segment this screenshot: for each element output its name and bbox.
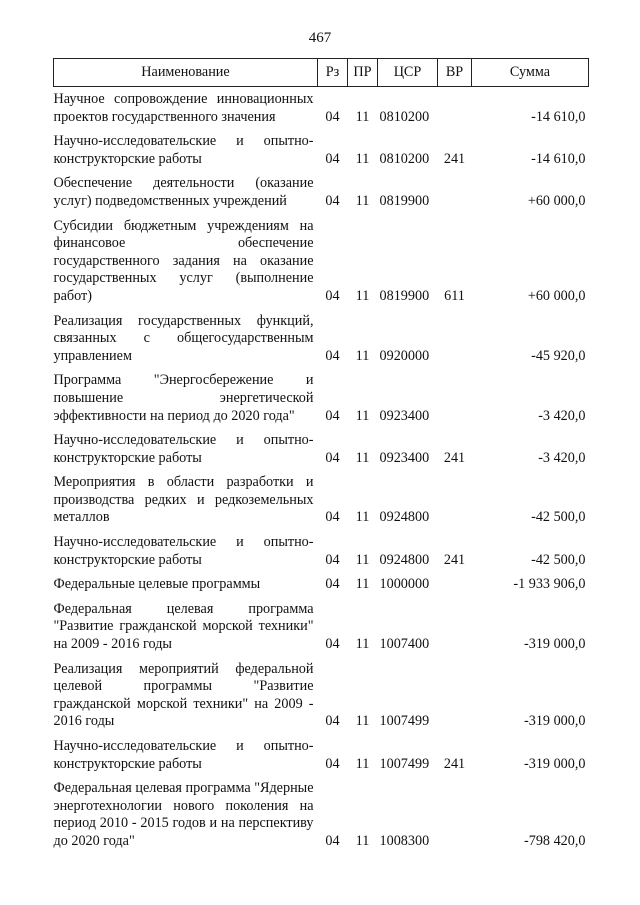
cell-csr: 0923400 xyxy=(379,449,430,466)
cell-vr xyxy=(438,776,472,853)
cell-csr: 0819900 xyxy=(379,192,430,209)
cell-pr: 11 xyxy=(355,347,370,364)
cell-sum: -319 000,0 xyxy=(524,755,586,772)
cell-pr: 11 xyxy=(355,192,370,209)
page-number: 467 xyxy=(308,30,332,46)
cell-sum: -1 933 906,0 xyxy=(513,576,586,593)
cell-name: Реализация государственных функций, связанных с общегосударственным управлением xyxy=(53,312,314,364)
budget-table xyxy=(53,58,589,854)
cell-vr: 241 xyxy=(443,150,466,167)
cell-name: Обеспечение деятельности (оказание услуг) подведомственных учреждений xyxy=(53,175,314,209)
cell-csr: 1007499 xyxy=(379,755,430,772)
cell-name: Мероприятия в области разработки и производства редких и редкоземельных металлов xyxy=(53,474,314,526)
cell-pr: 11 xyxy=(355,755,370,772)
cell-vr: 241 xyxy=(443,551,466,568)
cell-name: Реализация мероприятий федеральной целевой программы "Развитие гражданской морской техники" на 2009 - 2016 годы xyxy=(53,660,314,730)
cell-rz: 04 xyxy=(325,108,340,125)
cell-sum: -319 000,0 xyxy=(524,713,586,730)
table-row xyxy=(54,734,589,776)
cell-sum: -3 420,0 xyxy=(538,407,586,424)
table-row xyxy=(54,309,589,369)
cell-csr: 0810200 xyxy=(379,108,430,125)
table-row xyxy=(54,470,589,530)
cell-name: Федеральные целевые программы xyxy=(53,576,261,593)
cell-rz: 04 xyxy=(325,636,340,653)
cell-vr: 241 xyxy=(443,449,466,466)
cell-sum: -45 920,0 xyxy=(531,347,586,364)
header-name: Наименование xyxy=(54,59,318,87)
cell-pr: 11 xyxy=(355,509,370,526)
cell-pr: 11 xyxy=(355,150,370,167)
cell-vr xyxy=(438,572,472,597)
cell-pr: 11 xyxy=(355,108,370,125)
cell-pr: 11 xyxy=(355,832,370,849)
cell-pr: 11 xyxy=(355,287,370,304)
cell-csr: 0924800 xyxy=(379,509,430,526)
table-row xyxy=(54,776,589,853)
cell-name: Научное сопровождение инновационных проектов государственного значения xyxy=(53,91,314,125)
cell-vr xyxy=(438,597,472,657)
cell-csr: 0810200 xyxy=(379,150,430,167)
cell-name: Федеральная целевая программа "Ядерные энерготехнологии нового поколения на период 2010 - 2015 годов и на перспективу до 2020 года" xyxy=(53,780,314,849)
cell-sum: -319 000,0 xyxy=(524,636,586,653)
cell-name: Научно-исследовательские и опытно-конструкторские работы xyxy=(53,534,314,568)
cell-csr: 0819900 xyxy=(379,287,430,304)
table-row xyxy=(54,428,589,470)
table-header xyxy=(54,59,589,87)
cell-pr: 11 xyxy=(355,407,370,424)
cell-csr: 0924800 xyxy=(379,551,430,568)
cell-rz: 04 xyxy=(325,576,340,593)
table-row xyxy=(54,171,589,213)
header-vr: ВР xyxy=(438,59,472,87)
cell-sum: -14 610,0 xyxy=(531,108,586,125)
table-row xyxy=(54,214,589,309)
table-row xyxy=(54,530,589,572)
cell-vr xyxy=(438,470,472,530)
cell-csr: 0923400 xyxy=(379,407,430,424)
cell-csr: 0920000 xyxy=(379,347,430,364)
cell-rz: 04 xyxy=(325,150,340,167)
cell-pr: 11 xyxy=(355,576,370,593)
cell-rz: 04 xyxy=(325,449,340,466)
cell-rz: 04 xyxy=(325,347,340,364)
table-row xyxy=(54,129,589,171)
cell-vr xyxy=(438,368,472,428)
cell-name: Научно-исследовательские и опытно-конструкторские работы xyxy=(53,432,314,466)
header-pr: ПР xyxy=(348,59,378,87)
cell-name: Субсидии бюджетным учреждениям на финансовое обеспечение государственного задания на оказание государственных услуг (выполнение работ) xyxy=(53,217,314,304)
table-body xyxy=(54,87,589,854)
cell-rz: 04 xyxy=(325,287,340,304)
cell-sum: -42 500,0 xyxy=(531,509,586,526)
cell-csr: 1007400 xyxy=(379,636,430,653)
header-csr: ЦСР xyxy=(378,59,438,87)
cell-rz: 04 xyxy=(325,713,340,730)
table-row xyxy=(54,572,589,597)
cell-pr: 11 xyxy=(355,713,370,730)
cell-pr: 11 xyxy=(355,449,370,466)
cell-sum: -42 500,0 xyxy=(531,551,586,568)
table-row xyxy=(54,597,589,657)
cell-vr: 611 xyxy=(444,287,465,304)
cell-name: Программа "Энергосбережение и повышение энергетической эффективности на период до 2020 года" xyxy=(53,372,314,424)
header-sum: Сумма xyxy=(472,59,589,87)
cell-name: Федеральная целевая программа "Развитие гражданской морской техники" на 2009 - 2016 годы xyxy=(53,600,314,653)
cell-rz: 04 xyxy=(325,407,340,424)
cell-sum: +60 000,0 xyxy=(527,192,586,209)
cell-pr: 11 xyxy=(355,636,370,653)
cell-vr xyxy=(438,87,472,130)
table-row xyxy=(54,657,589,734)
cell-name: Научно-исследовательские и опытно-конструкторские работы xyxy=(53,133,314,167)
cell-rz: 04 xyxy=(325,192,340,209)
cell-vr xyxy=(438,657,472,734)
cell-pr: 11 xyxy=(355,551,370,568)
cell-csr: 1008300 xyxy=(379,832,430,849)
table-row xyxy=(54,368,589,428)
cell-rz: 04 xyxy=(325,755,340,772)
table-row xyxy=(54,87,589,130)
cell-rz: 04 xyxy=(325,551,340,568)
cell-vr xyxy=(438,309,472,369)
cell-sum: -14 610,0 xyxy=(531,150,586,167)
cell-vr xyxy=(438,171,472,213)
cell-name: Научно-исследовательские и опытно-конструкторские работы xyxy=(53,738,314,772)
cell-csr: 1000000 xyxy=(379,576,430,593)
cell-sum: -3 420,0 xyxy=(538,449,586,466)
cell-csr: 1007499 xyxy=(379,713,430,730)
cell-rz: 04 xyxy=(325,509,340,526)
cell-sum: +60 000,0 xyxy=(527,287,586,304)
cell-rz: 04 xyxy=(325,832,340,849)
header-rz: Рз xyxy=(318,59,348,87)
cell-sum: -798 420,0 xyxy=(524,832,586,849)
cell-vr: 241 xyxy=(443,755,466,772)
